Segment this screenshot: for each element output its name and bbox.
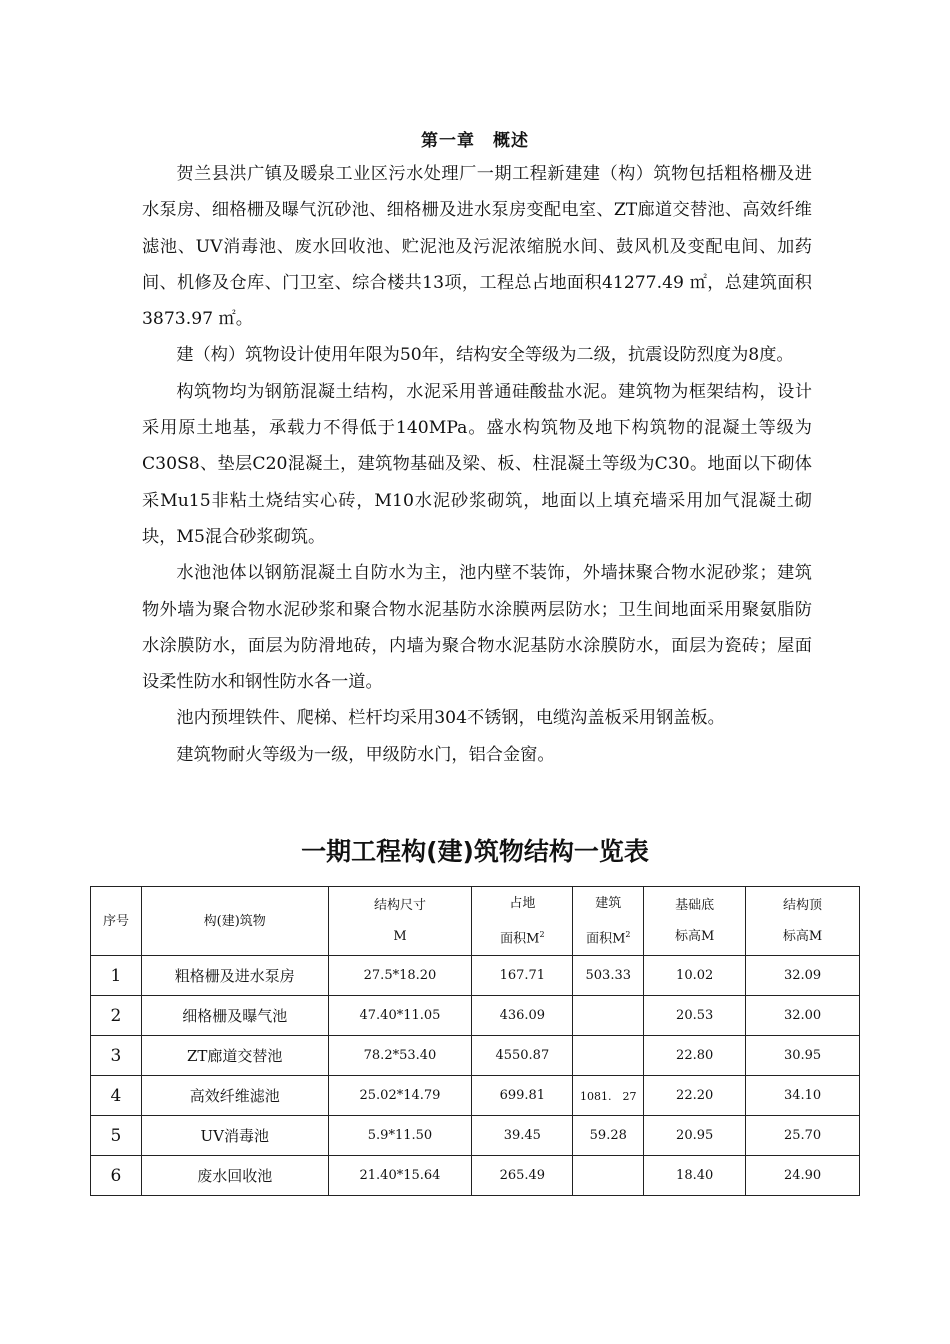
header-name: 构(建)筑物 (141, 887, 328, 956)
cell-base: 20.53 (644, 996, 746, 1036)
cell-seq: 2 (91, 996, 142, 1036)
cell-seq: 3 (91, 1036, 142, 1076)
cell-size: 27.5*18.20 (328, 956, 472, 996)
cell-size: 21.40*15.64 (328, 1156, 472, 1196)
header-base-elevation: 基础底 标高M (644, 887, 746, 956)
cell-top: 32.09 (746, 956, 860, 996)
cell-base: 22.80 (644, 1036, 746, 1076)
cell-seq: 5 (91, 1116, 142, 1156)
cell-top: 25.70 (746, 1116, 860, 1156)
cell-name: ZT廊道交替池 (141, 1036, 328, 1076)
paragraph: 建筑物耐火等级为一级，甲级防水门，铝合金窗。 (176, 744, 555, 765)
header-size: 结构尺寸 M (328, 887, 472, 956)
cell-building-area (573, 996, 644, 1036)
cell-seq: 6 (91, 1156, 142, 1196)
cell-top: 30.95 (746, 1036, 860, 1076)
table-row (91, 1036, 860, 1076)
header-building-area: 建筑 面积$M^2$ (573, 887, 644, 956)
paragraph: 水池池体以钢筋混凝土自防水为主，池内壁不装饰，外墙抹聚合物水泥砂浆；建筑物外墙为聚合物水泥砂浆和聚合物水泥基防水涂膜两层防水；卫生间地面采用聚氨脂防水涂膜防水，面层为防滑地砖，内墙为聚合物水泥基防水涂膜防水，面层为瓷砖；屋面设柔性防水和钢性防水各一道。 (142, 563, 812, 693)
table-header-row (91, 887, 860, 956)
paragraph: 池内预埋铁件、爬梯、栏杆均采用304不锈钢，电缆沟盖板采用钢盖板。 (176, 708, 725, 729)
cell-name: 废水回收池 (141, 1156, 328, 1196)
cell-name: 粗格栅及进水泵房 (141, 956, 328, 996)
paragraph: 构筑物均为钢筋混凝土结构，水泥采用普通硅酸盐水泥。建筑物为框架结构，设计采用原土地基，承载力不得低于140MPa。盛水构筑物及地下构筑物的混凝土等级为C30S8、垫层C20混凝土，建筑物基础及梁、板、柱混凝土等级为C30。地面以下砌体采Mu15非粘土烧结实心砖，M10水泥砂浆砌筑，地面以上填充墙采用加气混凝土砌块，M5混合砂浆砌筑。 (142, 381, 812, 547)
table-row (91, 1076, 860, 1116)
structure-table (90, 886, 860, 1196)
cell-building-area: 503.33 (573, 956, 644, 996)
cell-size: 25.02*14.79 (328, 1076, 472, 1116)
table-row (91, 1156, 860, 1196)
cell-base: 20.95 (644, 1116, 746, 1156)
table-row (91, 1116, 860, 1156)
header-area: 占地 面积$M^2$ (472, 887, 573, 956)
cell-area: 4550.87 (472, 1036, 573, 1076)
paragraph: 贺兰县洪广镇及暖泉工业区污水处理厂一期工程新建建（构）筑物包括粗格栅及进水泵房、细格栅及曝气沉砂池、细格栅及进水泵房变配电室、ZT廊道交替池、高效纤维滤池、UV消毒池、废水回收池、贮泥池及污泥浓缩脱水间、鼓风机及变配电间、加药间、机修及仓库、门卫室、综合楼共13项，工程总占地面积41277.49 ㎡，总建筑面积3873.97 ㎡。 (142, 164, 812, 330)
cell-area: 39.45 (472, 1116, 573, 1156)
header-seq: 序号 (91, 887, 142, 956)
paragraph: 建（构）筑物设计使用年限为50年，结构安全等级为二级，抗震设防烈度为8度。 (176, 345, 794, 366)
body-text (142, 156, 812, 773)
chapter-title: 第一章 概述 (421, 131, 529, 151)
cell-size: 5.9*11.50 (328, 1116, 472, 1156)
cell-building-area: 59.28 (573, 1116, 644, 1156)
table-title: 一期工程构(建)筑物结构一览表 (301, 837, 649, 866)
header-top-elevation: 结构顶 标高M (746, 887, 860, 956)
cell-base: 10.02 (644, 956, 746, 996)
cell-area: 167.71 (472, 956, 573, 996)
cell-size: 78.2*53.40 (328, 1036, 472, 1076)
table-row (91, 956, 860, 996)
cell-name: UV消毒池 (141, 1116, 328, 1156)
cell-area: 265.49 (472, 1156, 573, 1196)
cell-base: 18.40 (644, 1156, 746, 1196)
cell-size: 47.40*11.05 (328, 996, 472, 1036)
cell-area: 699.81 (472, 1076, 573, 1116)
cell-top: 32.00 (746, 996, 860, 1036)
cell-area: 436.09 (472, 996, 573, 1036)
table-row (91, 996, 860, 1036)
cell-top: 34.10 (746, 1076, 860, 1116)
cell-base: 22.20 (644, 1076, 746, 1116)
cell-building-area (573, 1156, 644, 1196)
cell-seq: 1 (91, 956, 142, 996)
cell-top: 24.90 (746, 1156, 860, 1196)
cell-building-area (573, 1036, 644, 1076)
cell-name: 高效纤维滤池 (141, 1076, 328, 1116)
cell-building-area: 1081. 27 (573, 1076, 644, 1116)
cell-seq: 4 (91, 1076, 142, 1116)
cell-name: 细格栅及曝气池 (141, 996, 328, 1036)
